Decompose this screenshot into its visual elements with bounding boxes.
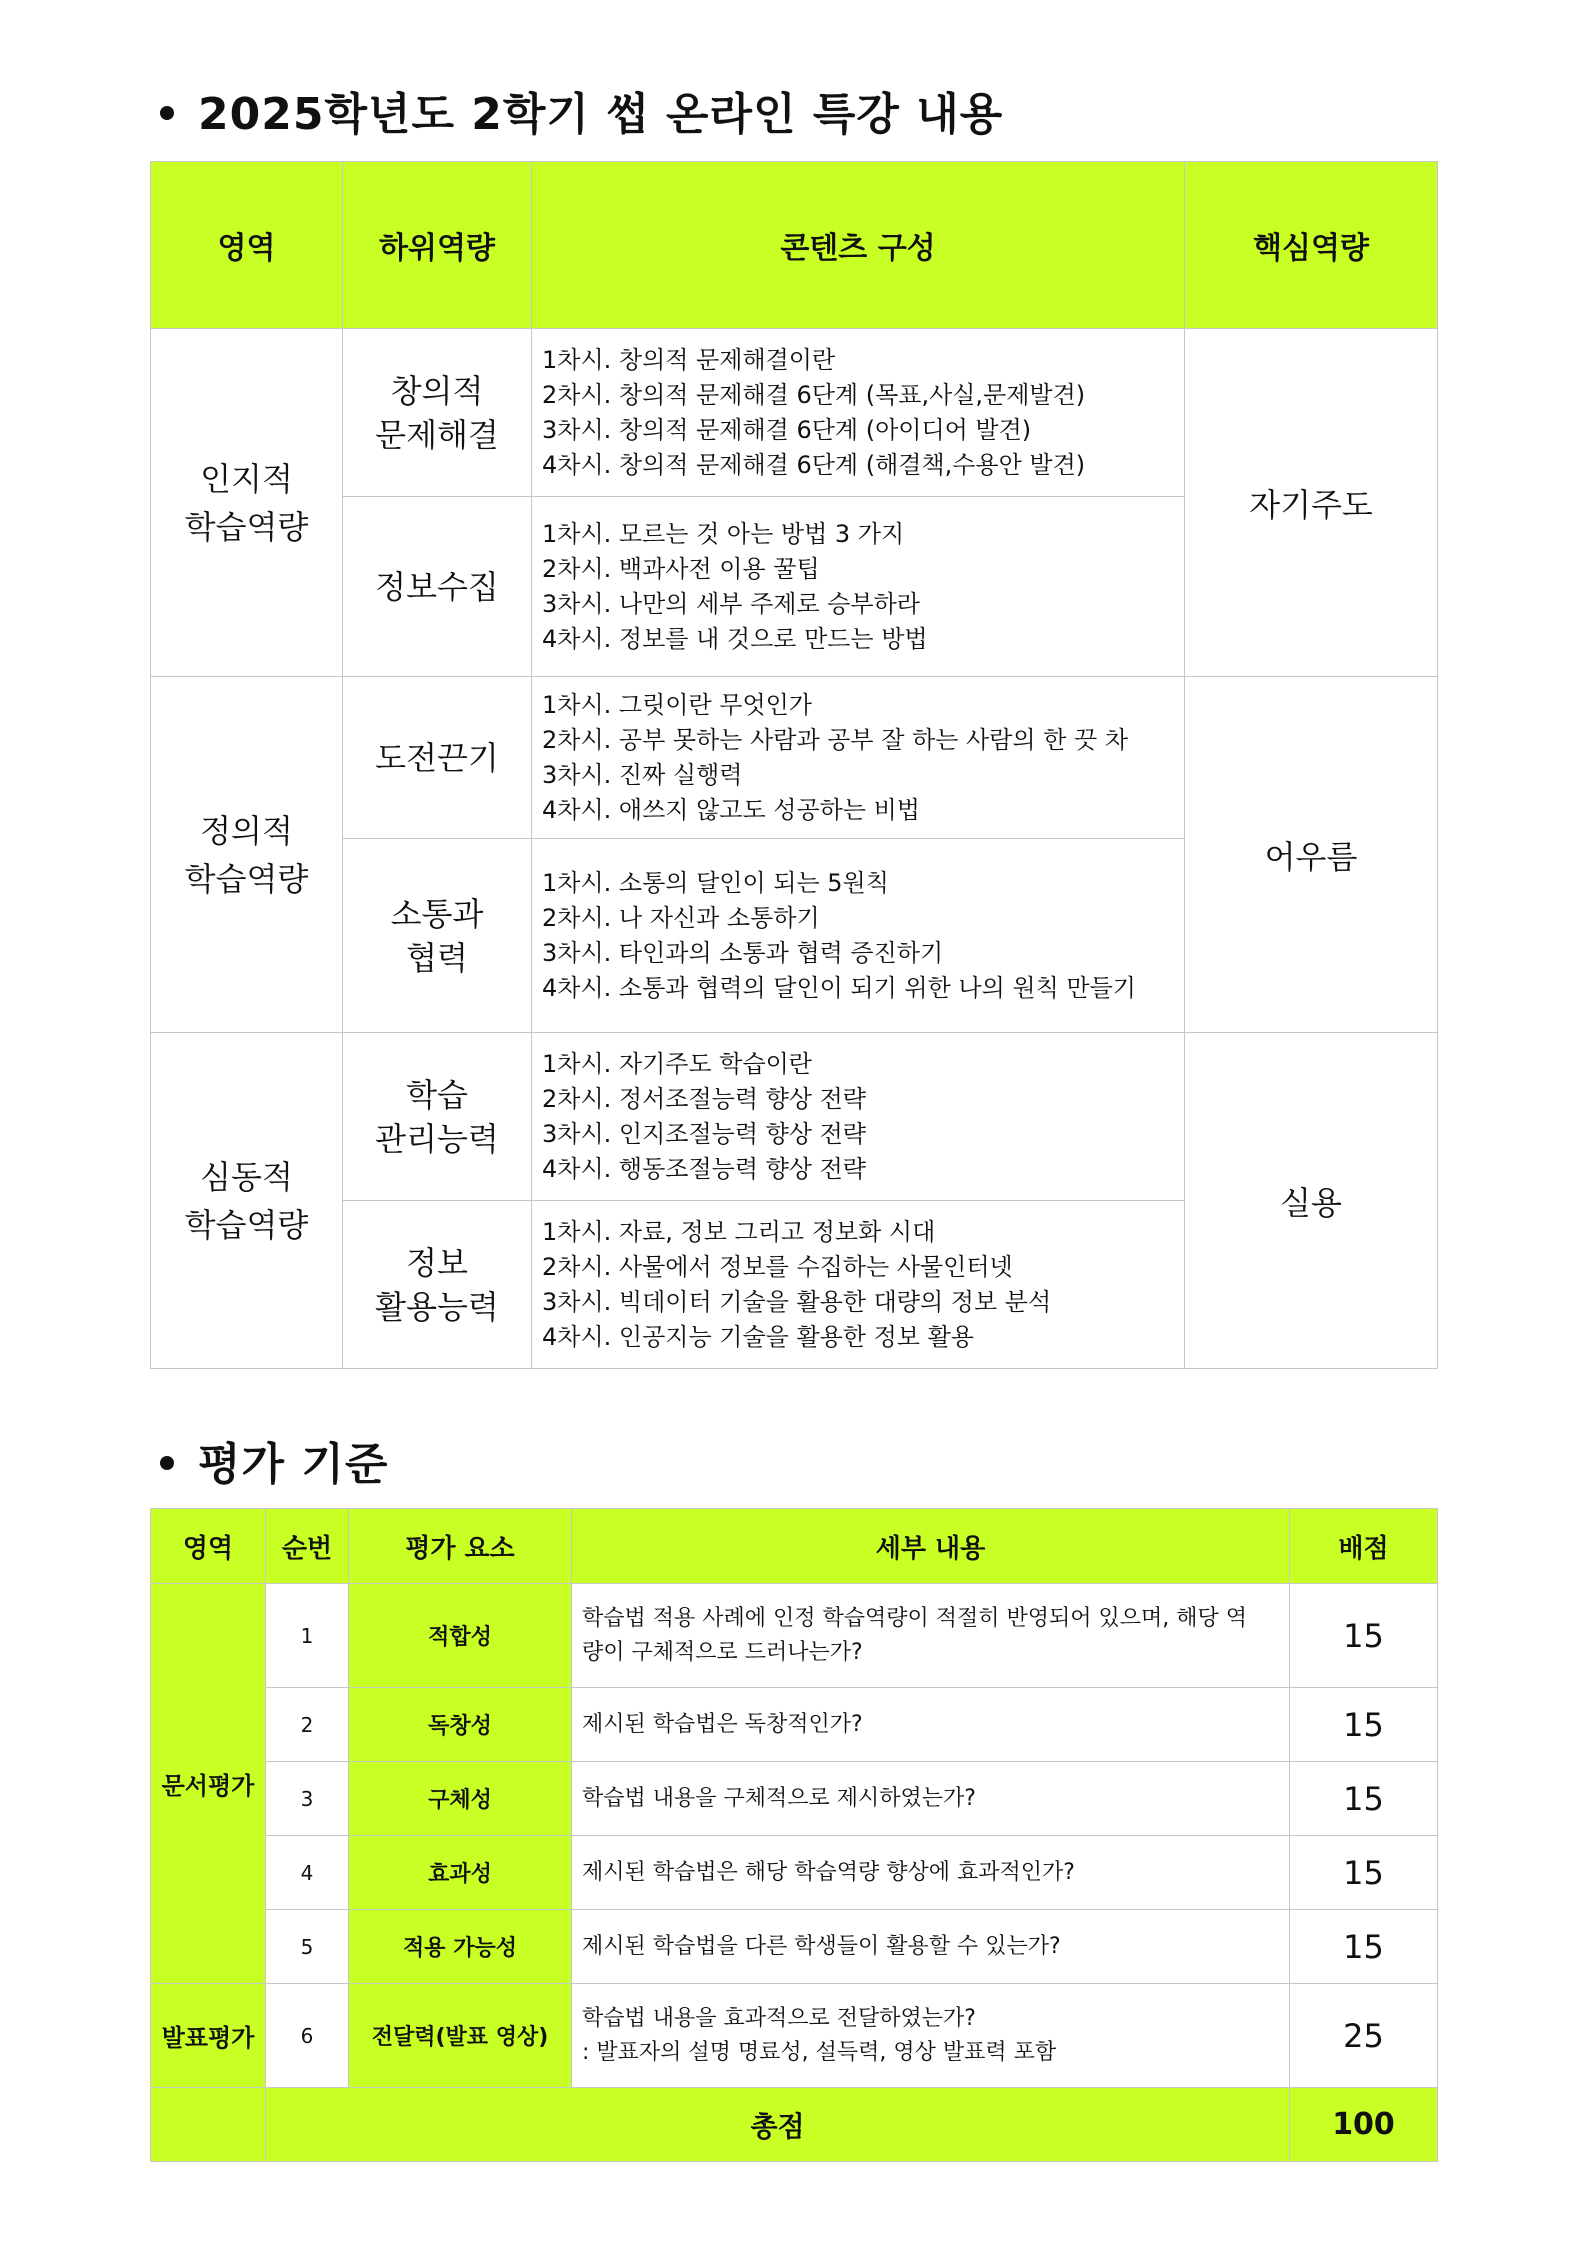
header-content: 콘텐츠 구성 — [532, 162, 1185, 329]
table-header-row — [151, 162, 1438, 329]
eval-score: 25 — [1290, 1984, 1438, 2088]
section-heading-lectures — [160, 78, 1003, 142]
table-row — [151, 677, 1438, 839]
header-score: 배점 — [1290, 1509, 1438, 1584]
header-sub-competency: 하위역량 — [343, 162, 532, 329]
eval-score: 15 — [1290, 1688, 1438, 1762]
list-item: 4차시. 정보를 내 것으로 만드는 방법 — [542, 624, 928, 653]
table-row — [151, 1984, 1438, 2088]
core-competency-cell: 자기주도 — [1185, 329, 1438, 677]
list-item: 3차시. 나만의 세부 주제로 승부하라 — [542, 589, 920, 618]
list-item: 1차시. 모르는 것 아는 방법 3 가지 — [542, 519, 905, 548]
header-detail: 세부 내용 — [572, 1509, 1290, 1584]
list-item: 3차시. 진짜 실행력 — [542, 760, 743, 789]
header-area: 영역 — [151, 1509, 266, 1584]
table-row — [151, 1688, 1438, 1762]
table-row — [151, 1836, 1438, 1910]
eval-detail: 제시된 학습법은 독창적인가? — [572, 1688, 1290, 1762]
list-item: 3차시. 빅데이터 기술을 활용한 대량의 정보 분석 — [542, 1287, 1052, 1316]
list-item: 4차시. 애쓰지 않고도 성공하는 비법 — [542, 795, 920, 824]
list-item: 2차시. 정서조절능력 향상 전략 — [542, 1084, 866, 1113]
eval-detail: 학습법 내용을 구체적으로 제시하였는가? — [572, 1762, 1290, 1836]
evaluation-criteria-table — [150, 1508, 1438, 2162]
area-cell: 정의적 학습역량 — [151, 677, 343, 1033]
eval-element: 독창성 — [349, 1688, 572, 1762]
table-row — [151, 1584, 1438, 1688]
sub-competency-cell: 학습 관리능력 — [343, 1033, 532, 1201]
table-row — [151, 1910, 1438, 1984]
table-row — [151, 1762, 1438, 1836]
sub-competency-cell: 정보 활용능력 — [343, 1201, 532, 1369]
content-cell — [532, 1033, 1185, 1201]
area-cell: 발표평가 — [151, 1984, 266, 2088]
sub-competency-cell: 도전끈기 — [343, 677, 532, 839]
list-item: 4차시. 소통과 협력의 달인이 되기 위한 나의 원칙 만들기 — [542, 973, 1136, 1002]
section-title: 평가 기준 — [198, 1439, 389, 1490]
list-item: 3차시. 타인과의 소통과 협력 증진하기 — [542, 938, 944, 967]
eval-detail: 학습법 적용 사례에 인정 학습역량이 적절히 반영되어 있으며, 해당 역 량이 구체적으로 드러나는가? — [572, 1584, 1290, 1688]
eval-element: 효과성 — [349, 1836, 572, 1910]
list-item: 2차시. 백과사전 이용 꿀팁 — [542, 554, 820, 583]
header-area: 영역 — [151, 162, 343, 329]
area-cell: 문서평가 — [151, 1584, 266, 1984]
header-element: 평가 요소 — [349, 1509, 572, 1584]
list-item: 3차시. 인지조절능력 향상 전략 — [542, 1119, 866, 1148]
area-cell: 심동적 학습역량 — [151, 1033, 343, 1369]
header-number: 순번 — [266, 1509, 349, 1584]
content-cell — [532, 497, 1185, 677]
table-header-row — [151, 1509, 1438, 1584]
content-cell — [532, 1201, 1185, 1369]
table-row — [151, 1033, 1438, 1201]
core-competency-cell: 실용 — [1185, 1033, 1438, 1369]
bullet-icon — [160, 106, 174, 120]
row-number: 5 — [266, 1910, 349, 1984]
row-number: 4 — [266, 1836, 349, 1910]
bullet-icon — [160, 1456, 174, 1470]
content-cell — [532, 677, 1185, 839]
eval-element: 전달력(발표 영상) — [349, 1984, 572, 2088]
list-item: 4차시. 행동조절능력 향상 전략 — [542, 1154, 866, 1183]
eval-element: 적합성 — [349, 1584, 572, 1688]
eval-element: 적용 가능성 — [349, 1910, 572, 1984]
total-row — [151, 2088, 1438, 2162]
list-item: 1차시. 그릿이란 무엇인가 — [542, 690, 812, 719]
section-title: 2025학년도 2학기 썹 온라인 특강 내용 — [198, 89, 1004, 140]
content-cell — [532, 329, 1185, 497]
eval-score: 15 — [1290, 1762, 1438, 1836]
list-item: 2차시. 창의적 문제해결 6단계 (목표,사실,문제발견) — [542, 380, 1086, 409]
total-empty-cell — [151, 2088, 266, 2162]
section-heading-evaluation — [160, 1428, 388, 1492]
sub-competency-cell: 정보수집 — [343, 497, 532, 677]
list-item: 2차시. 사물에서 정보를 수집하는 사물인터넷 — [542, 1252, 1013, 1281]
area-cell: 인지적 학습역량 — [151, 329, 343, 677]
row-number: 2 — [266, 1688, 349, 1762]
eval-detail: 학습법 내용을 효과적으로 전달하였는가? : 발표자의 설명 명료성, 설득력, 영상 발표력 포함 — [572, 1984, 1290, 2088]
eval-element: 구체성 — [349, 1762, 572, 1836]
header-core-competency: 핵심역량 — [1185, 162, 1438, 329]
core-competency-cell: 어우름 — [1185, 677, 1438, 1033]
list-item: 2차시. 나 자신과 소통하기 — [542, 903, 820, 932]
eval-score: 15 — [1290, 1836, 1438, 1910]
list-item: 1차시. 자기주도 학습이란 — [542, 1049, 812, 1078]
list-item: 4차시. 인공지능 기술을 활용한 정보 활용 — [542, 1322, 974, 1351]
list-item: 1차시. 창의적 문제해결이란 — [542, 345, 836, 374]
eval-score: 15 — [1290, 1584, 1438, 1688]
eval-detail: 제시된 학습법을 다른 학생들이 활용할 수 있는가? — [572, 1910, 1290, 1984]
row-number: 3 — [266, 1762, 349, 1836]
list-item: 4차시. 창의적 문제해결 6단계 (해결책,수용안 발견) — [542, 450, 1086, 479]
list-item: 2차시. 공부 못하는 사람과 공부 잘 하는 사람의 한 끗 차 — [542, 725, 1129, 754]
eval-detail: 제시된 학습법은 해당 학습역량 향상에 효과적인가? — [572, 1836, 1290, 1910]
sub-competency-cell: 소통과 협력 — [343, 839, 532, 1033]
lecture-content-table — [150, 161, 1438, 1369]
list-item: 3차시. 창의적 문제해결 6단계 (아이디어 발견) — [542, 415, 1032, 444]
list-item: 1차시. 소통의 달인이 되는 5원칙 — [542, 868, 889, 897]
total-label: 총점 — [266, 2088, 1290, 2162]
table-row — [151, 329, 1438, 497]
eval-score: 15 — [1290, 1910, 1438, 1984]
total-score: 100 — [1290, 2088, 1438, 2162]
sub-competency-cell: 창의적 문제해결 — [343, 329, 532, 497]
row-number: 1 — [266, 1584, 349, 1688]
content-cell — [532, 839, 1185, 1033]
row-number: 6 — [266, 1984, 349, 2088]
list-item: 1차시. 자료, 정보 그리고 정보화 시대 — [542, 1217, 936, 1246]
